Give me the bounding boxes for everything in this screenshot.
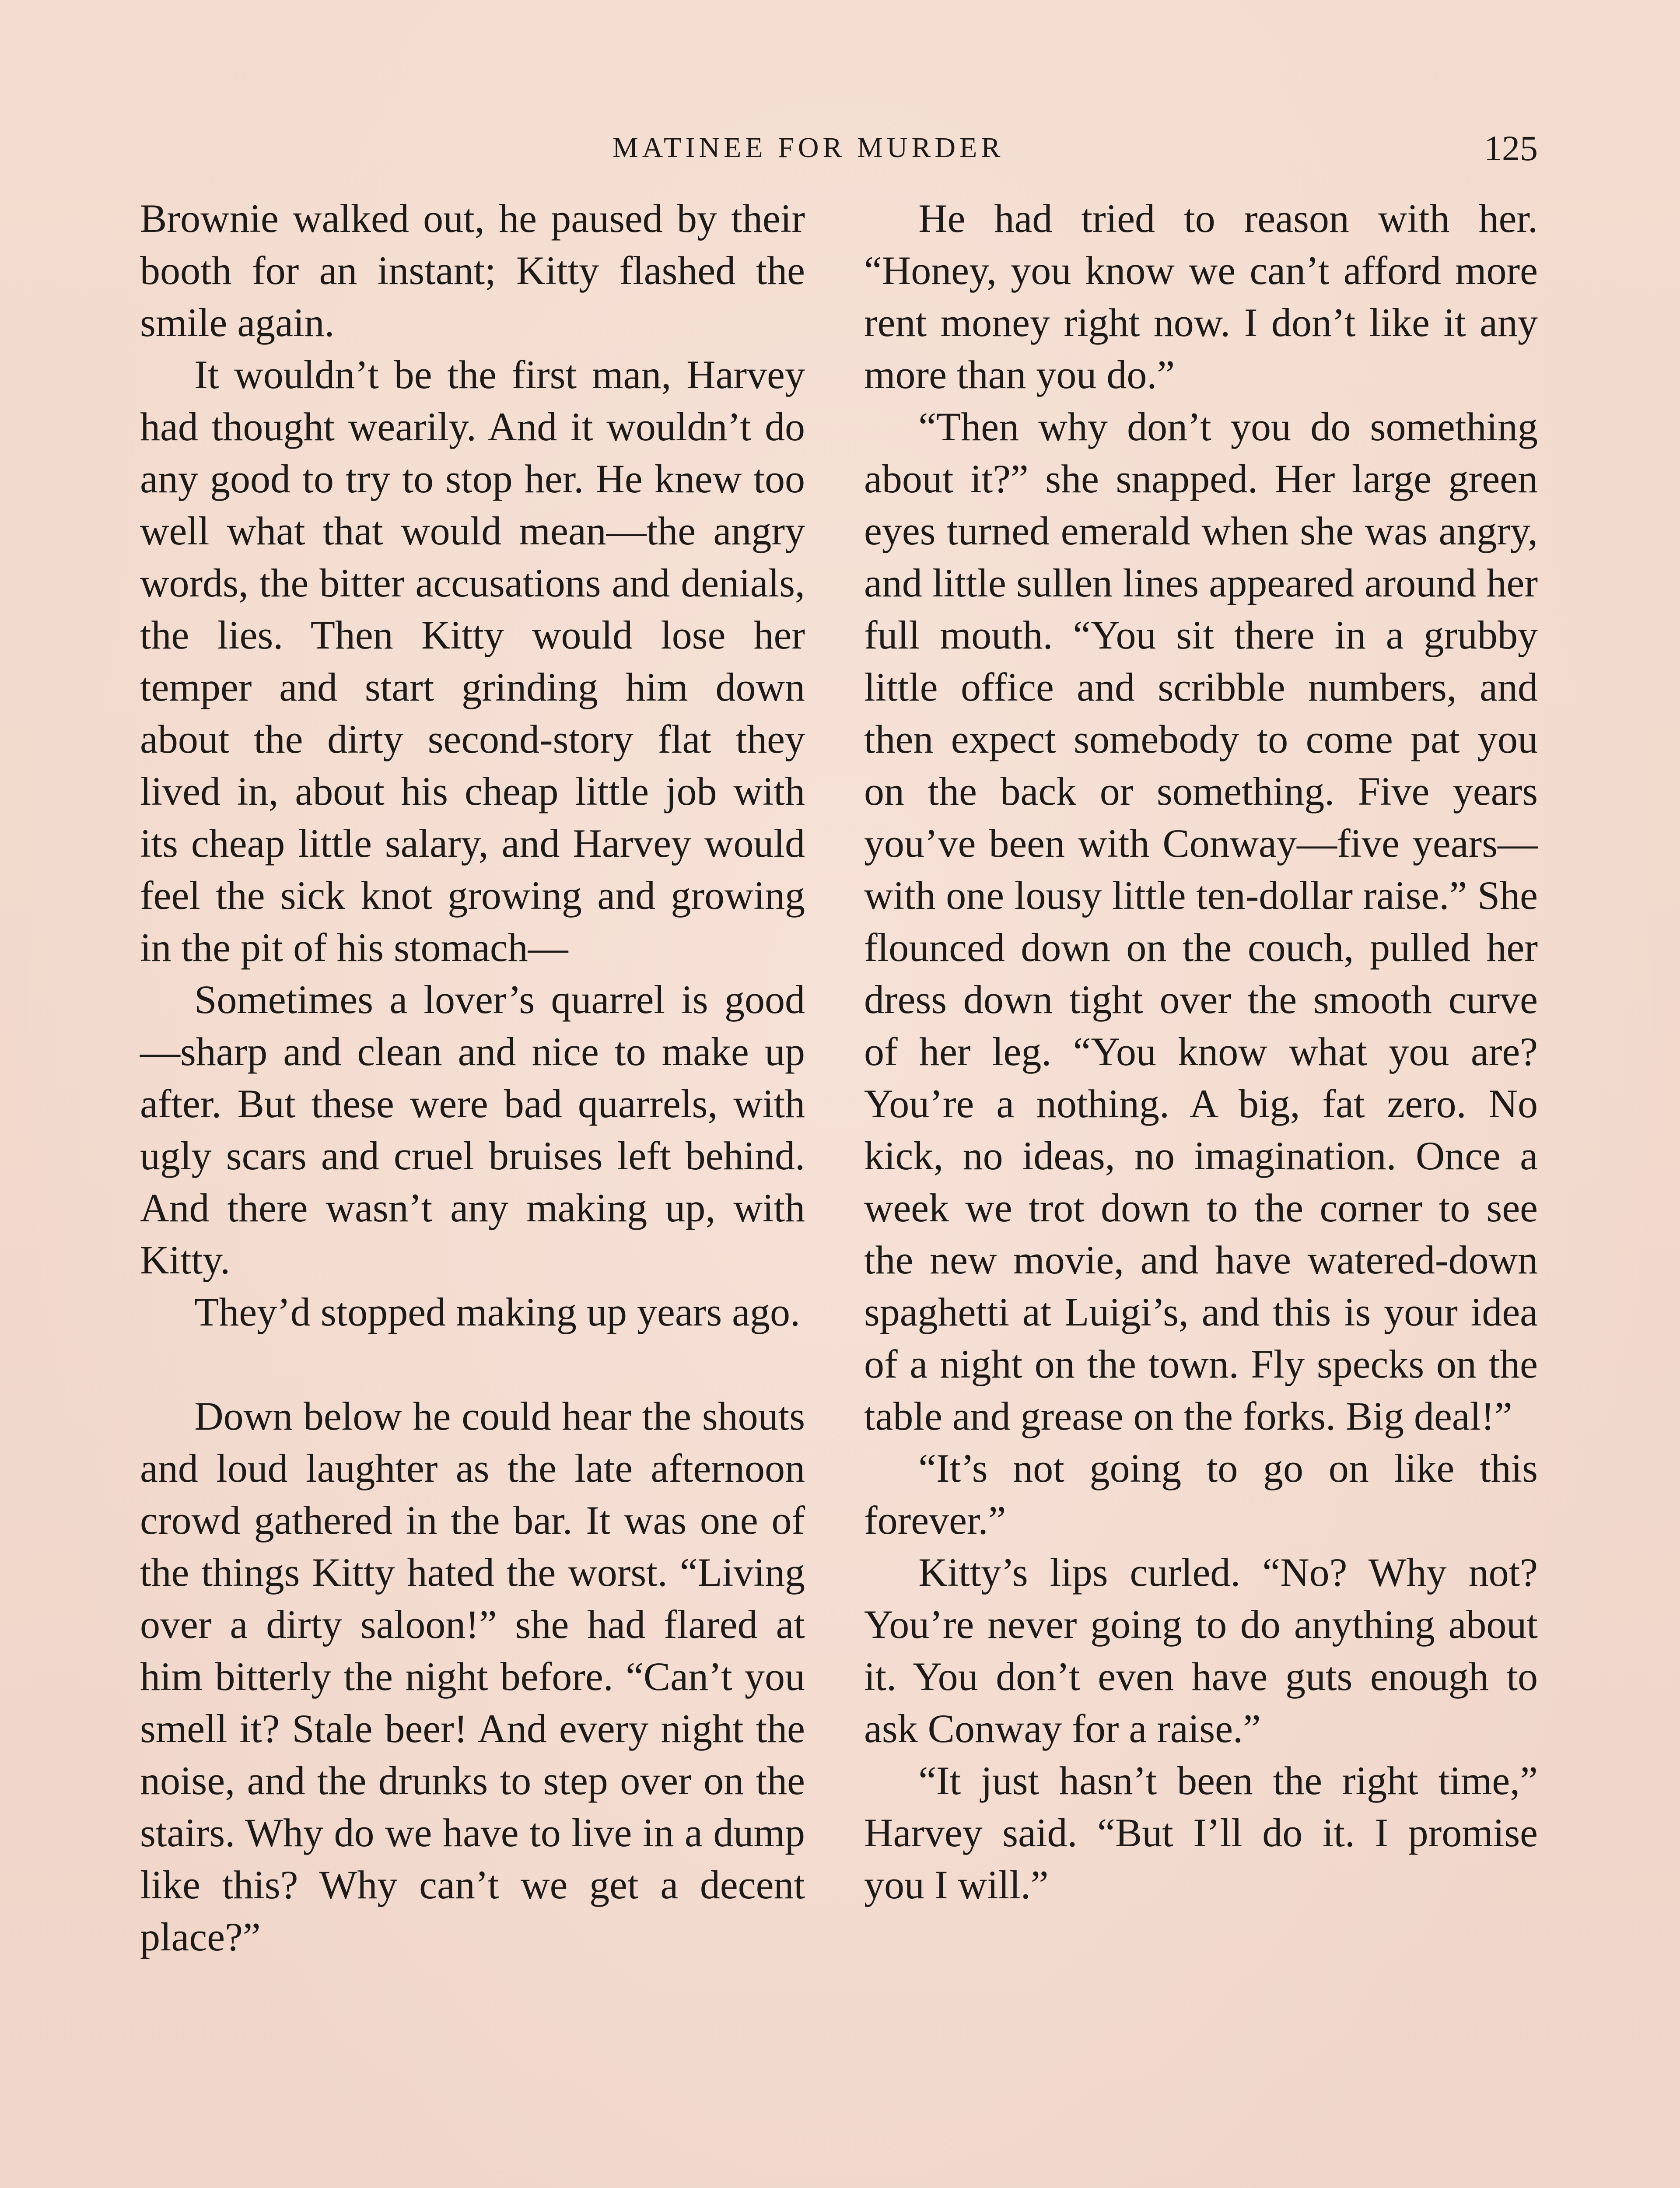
paragraph: Brownie walked out, he paused by their booth for an instant; Kitty flashed the smile again. xyxy=(140,196,805,345)
paragraph: Sometimes a lover’s quarrel is good—sharp and clean and nice to make up after. But these were bad quarrels, with ugly scars and cruel bruises left behind. And there wasn’t any making up, with Kitty. xyxy=(140,977,805,1282)
paragraph: “Then why don’t you do something about it?” she snapped. Her large green eyes turned emerald when she was angry, and little sullen lines appeared around her full mouth. “You sit there in a grubby little office and scribble numbers, and then expect somebody to come pat you on the back or something. Five years you’ve been with Conway—five years—with one lousy little ten-dollar raise.” She flounced down on the couch, pulled her dress down tight over the smooth curve of her leg. “You know what you are? You’re a nothing. A big, fat zero. No kick, no ideas, no imagination. Once a week we trot down to the corner to see the new movie, and have watered-down spaghetti at Luigi’s, and this is your idea of a night on the town. Fly specks on the table and grease on the forks. Big deal!” xyxy=(864,404,1538,1438)
left-text-column xyxy=(140,193,805,1963)
paragraph: They’d stopped making up years ago. xyxy=(194,1290,800,1334)
paragraph: Kitty’s lips curled. “No? Why not? You’re never going to do anything about it. You don’t even have guts enough to ask Conway for a raise.” xyxy=(864,1550,1538,1751)
paragraph: “It’s not going to go on like this forever.” xyxy=(864,1446,1538,1543)
running-title: MATINEE FOR MURDER xyxy=(612,132,1004,164)
paragraph: Down below he could hear the shouts and loud laughter as the late afternoon crowd gathered in the bar. It was one of the things Kitty hated the worst. “Living over a dirty saloon!” she had flared at him bitterly the night before. “Can’t you smell it? Stale beer! And every night the noise, and the drunks to step over on the stairs. Why do we have to live in a dump like this? Why can’t we get a decent place?” xyxy=(140,1394,805,1959)
paragraph: He had tried to reason with her. “Honey, you know we can’t afford more rent money right now. I don’t like it any more than you do.” xyxy=(864,196,1538,397)
paragraph: It wouldn’t be the first man, Harvey had thought wearily. And it wouldn’t do any good to try to stop her. He knew too well what that would mean—the angry words, the bitter accusations and denials, the lies. Then Kitty would lose her temper and start grinding him down about the dirty second-story flat they lived in, about his cheap little job with its cheap little salary, and Harvey would feel the sick knot growing and growing in the pit of his stomach— xyxy=(140,352,805,970)
page-number: 125 xyxy=(1484,128,1538,168)
right-text-column xyxy=(864,193,1538,1911)
paragraph: “It just hasn’t been the right time,” Harvey said. “But I’ll do it. I promise you I will.” xyxy=(864,1758,1538,1907)
